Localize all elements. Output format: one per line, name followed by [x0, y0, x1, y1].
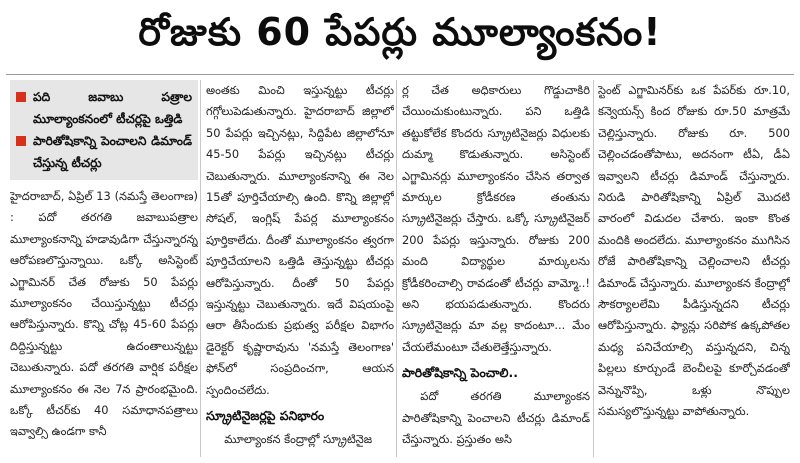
highlight-item	[16, 130, 192, 174]
article-paragraph: ర్ల చేత అధికారులు గొడ్డుచాకిరి చేయించుకుంటున్నారు. పని ఒత్తిడి తట్టుకోలేక కొందరు స్క్రూటినైజర్లు విధులకు దుమ్మా కొడుతున్నారు. అసిస్టెంట్ ఎగ్జామినర్లు మూల్యాంకనం చేసిన తర్వాత మార్కుల క్రోడీకరణ తంతును స్క్రూటినైజర్లు చేస్తారు. ఒక్కో స్క్రూటినైజర్ 200 పేపర్లు ఇస్తున్నారు. రోజుకు 200 మంది విద్యార్థుల మార్కులను క్రోడీకరించాల్సి రావడంతో టీచర్లు వామ్మో..! అని భయపడుతున్నారు. కొందరు స్క్రూటినైజర్లు మా వల్ల కాదంటూ... మేం చేయలేమంటూ చేతులెత్తేస్తున్నారు.	[402, 83, 590, 354]
article-column-2	[206, 80, 394, 459]
headline-rule	[6, 74, 794, 75]
subheading: స్క్రూటినైజర్లపై పనిభారం	[206, 408, 325, 424]
square-bullet-icon	[16, 92, 26, 102]
column-divider	[593, 80, 594, 457]
article-column-1	[10, 80, 198, 459]
article-paragraph: హైదరాబాద్, ఏప్రిల్ 13 (నమస్తే తెలంగాణ) : పదో తరగతి జవాబుపత్రాల మూల్యాంకనాన్ని హడావుడిగా చేస్తున్నారన్న ఆరోపణలొస్తున్నాయి. ఒక్కో అసిస్టెంట్ ఎగ్జామినర్ చేత రోజుకు 50 పేపర్లు మూల్యాంకనం చేయిస్తున్నట్టు టీచర్లు ఆరోపిస్తున్నారు. కొన్ని చోట్ల 45-60 పేపర్లు దిద్దిస్తున్నట్టు ఉదంతాలున్నట్టు చెబుతున్నారు. పదో తరగతి వార్షిక పరీక్షల మూల్యాంకనం ఈ నెల 7న ప్రారంభమైంది. ఒక్కో టీచర్‌కు 40 సమాధానపత్రాలు ఇవ్వాల్సి ఉండగా కానీ	[10, 189, 198, 439]
highlight-text: పది జవాబు పత్రాల మూల్యాంకనంలో టీచర్లపై ఒత్తిడి	[33, 90, 192, 126]
square-bullet-icon	[16, 136, 26, 146]
article-paragraph: పదో తరగతి మూల్యాంకన పారితోషికాన్ని పెంచాలని టీచర్లు డిమాండ్ చేస్తున్నారు. ప్రస్తుతం అసి	[402, 389, 590, 447]
highlight-text: పారితోషికాన్ని పెంచాలని డిమాండ్ చేస్తున్న టీచర్లు	[33, 134, 192, 170]
article-column-4	[598, 80, 790, 459]
headline: రోజుకు 60 పేపర్లు మూల్యాంకనం!	[138, 10, 662, 54]
column-divider	[200, 80, 201, 457]
article-paragraph: స్టెంట్ ఎగ్జామినర్‌కు ఒక పేపర్‌కు రూ.10, కన్వెయన్స్ కింద రోజుకు రూ.50 మాత్రమే చెల్లిస్తున్నారు. రోజుకు రూ. 500 చెల్లించడంతోపాటు, అదనంగా టీఏ, డీఏ ఇవ్వాలని టీచర్లు డిమాండ్ చేస్తున్నారు. నిరుడి పారితోషికాన్ని ఏప్రిల్ మొదటి వారంలో విడుదల చేశారు. ఇంకా కొంత మందికి అందలేదు. మూల్యాంకనం ముగిసిన రోజే పారితోషికాన్ని చెల్లించాలని టీచర్లు డిమాండ్ చేస్తున్నారు. మూల్యాంకన కేంద్రాల్లో సౌకర్యాలలేమి పీడిస్తున్నదని టీచర్లు ఆరోపిస్తున్నారు. ఫ్యాన్లు సరిపోక ఉక్కపోతల మధ్య పనిచేయాల్సి వస్తున్నదని, చిన్న పిల్లలు కూర్చుండే బెంచీలపై కూర్చోవడంతో వెన్నునొప్పి, ఒళ్లు నొప్పుల సమస్యలొస్తున్నట్టు వాపోతున్నారు.	[598, 83, 790, 419]
article-column-3	[402, 80, 590, 459]
subheading: పారితోషికాన్ని పెంచాలి..	[402, 365, 518, 381]
highlight-item	[16, 86, 192, 130]
article-paragraph: అంతకు మించి ఇస్తున్నట్టు టీచర్లు గగ్గోలుపెడుతున్నారు. హైదరాబాద్ జిల్లాలో 50 పేపర్లు ఇచ్చినట్లు, సిద్దిపేట జిల్లాలోనూ 45-50 పేపర్లు ఇచ్చినట్లు టీచర్లు చెబుతున్నారు. మూల్యాంకనాన్ని ఈ నెల 15తో పూర్తిచేయాల్సి ఉంది. కొన్ని జిల్లాల్లో సోషల్, ఇంగ్లిష్ పేపర్ల మూల్యాంకనం పూర్తికాలేదు. దీంతో మూల్యాంకనం త్వరగా పూర్తిచేయాలని ఒత్తిడి తెస్తున్నట్టు టీచర్లు ఆరోపిస్తున్నారు. దీంతో 50 పేపర్లు ఇస్తున్నట్టు చెబుతున్నారు. ఇదే విషయంపై ఆరా తీసేందుకు ప్రభుత్వ పరీక్షల విభాగం డైరెక్టర్ కృష్ణారావును 'నమస్తే తెలంగాణ' ఫోన్‌లో సంప్రదించగా, ఆయన స్పందించలేదు.	[206, 83, 394, 397]
article-paragraph: మూల్యాంకన కేంద్రాల్లో స్క్రూటినైజ	[224, 432, 373, 447]
column-divider	[396, 80, 397, 457]
highlights-box	[10, 80, 198, 180]
